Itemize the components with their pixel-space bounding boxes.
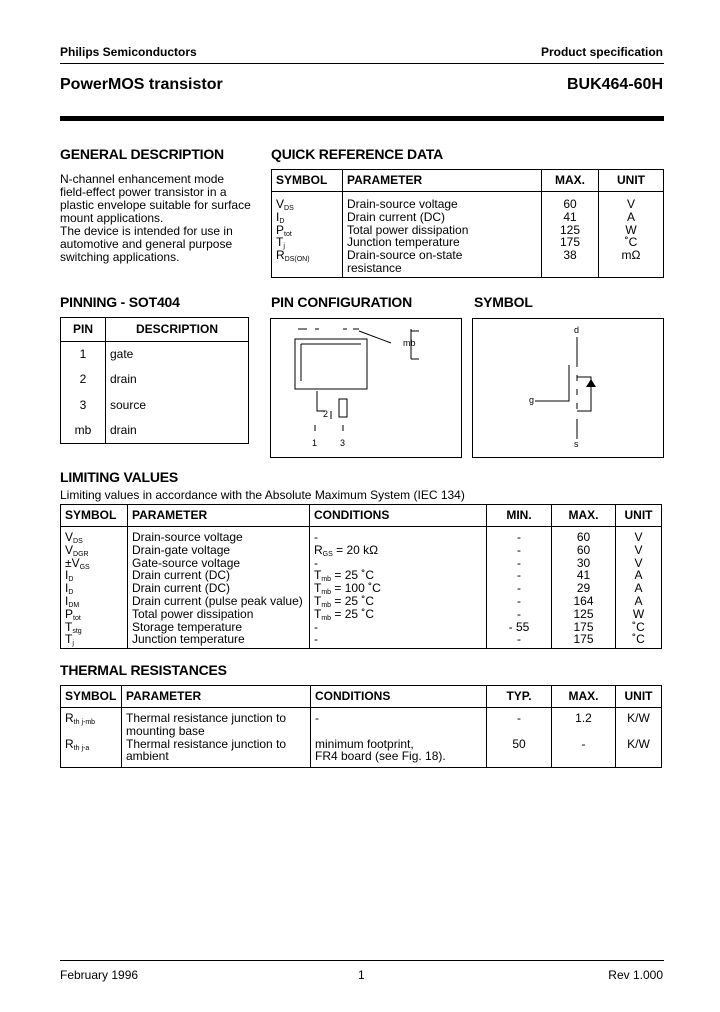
pin-row: 2 drain <box>61 367 249 393</box>
col-min: MIN. <box>487 505 552 527</box>
col-max: MAX. <box>552 686 616 708</box>
limiting-values-intro: Limiting values in accordance with the Absolute Maximum System (IEC 134) <box>60 488 465 502</box>
product-title: PowerMOS transistor <box>60 76 223 93</box>
pin-row: 3 source <box>61 393 249 419</box>
lv-units: V V V A A A W ˚C ˚C <box>616 527 662 649</box>
footer-rule <box>60 960 664 961</box>
thermal-row: $R_{th j-a}$ Thermal resistance junction to ambient minimum footprint, FR4 board (see Fig. 18). 50 - K/W <box>61 738 662 768</box>
lv-parameters: Drain-source voltage Drain-gate voltage Gate-source voltage Drain current (DC) Drain current (DC) Drain current (pulse peak value) Total power dissipation Storage temperature Junction temperature <box>128 527 310 649</box>
quick-reference-table <box>271 169 664 278</box>
limiting-values-heading: LIMITING VALUES <box>60 469 179 485</box>
footer-page-number: 1 <box>358 968 365 982</box>
lv-conditions: - $R_{GS} = 20$ kΩ - $T_{mb} = 25$ ˚C $T_{mb} = 100$ ˚C $T_{mb} = 25$ ˚C $T_{mb} = 25$ ˚C - - <box>310 527 487 649</box>
document-type: Product specification <box>540 45 663 59</box>
col-parameter: PARAMETER <box>122 686 311 708</box>
symbol-label-g: g <box>529 395 535 405</box>
footer-date: February 1996 <box>60 968 139 982</box>
qr-units: V A W ˚C mΩ <box>599 192 664 278</box>
col-unit: UNIT <box>599 170 664 192</box>
symbol-label-d: d <box>574 325 580 335</box>
lv-symbols: $V_{DS}$ $V_{DGR}$ $\pm V_{GS}$ $I_D$ $I_D$ $I_{DM}$ $P_{tot}$ $T_{stg}$ $T_j$ <box>65 530 90 648</box>
col-symbol: SYMBOL <box>61 505 128 527</box>
col-unit: UNIT <box>616 505 662 527</box>
thermal-resistances-table <box>60 685 662 768</box>
footer-revision: Rev 1.000 <box>608 968 663 982</box>
col-unit: UNIT <box>616 686 662 708</box>
col-parameter: PARAMETER <box>128 505 310 527</box>
col-conditions: CONDITIONS <box>310 505 487 527</box>
pin-configuration-heading: PIN CONFIGURATION <box>271 294 413 310</box>
company-name: Philips Semiconductors <box>60 45 197 59</box>
pin-row: mb drain <box>61 418 249 444</box>
qr-parameters: Drain-source voltage Drain current (DC) Total power dissipation Junction temperature Drain-source on-state resistance <box>343 192 542 278</box>
thermal-row: $R_{th j-mb}$ Thermal resistance junction to mounting base - - 1.2 K/W <box>61 708 662 738</box>
col-symbol: SYMBOL <box>61 686 122 708</box>
symbol-label-s: s <box>574 439 579 449</box>
part-number: BUK464-60H <box>566 76 663 93</box>
mosfet-symbol-drawing <box>473 319 663 457</box>
lv-max-values: 60 60 30 41 29 164 125 175 175 <box>552 527 616 649</box>
general-description-heading: GENERAL DESCRIPTION <box>60 146 224 162</box>
pin-label-2: 2 <box>323 409 329 419</box>
col-max: MAX. <box>552 505 616 527</box>
qr-symbols: $V_{DS}$ $I_D$ $P_{tot}$ $T_j$ $R_{DS(ON)}$ <box>276 197 310 264</box>
limiting-values-table <box>60 504 662 649</box>
qr-max-values: 60 41 125 175 38 <box>542 192 599 278</box>
lv-min-values: - - - - - - - - 55 - <box>487 527 552 649</box>
symbol-diagram <box>472 318 664 458</box>
col-description: DESCRIPTION <box>106 318 249 342</box>
col-conditions: CONDITIONS <box>311 686 487 708</box>
symbol-heading: SYMBOL <box>474 294 533 310</box>
col-symbol: SYMBOL <box>272 170 343 192</box>
col-typ: TYP. <box>487 686 552 708</box>
col-max: MAX. <box>542 170 599 192</box>
pin-label-mb: mb <box>403 338 416 348</box>
package-outline-drawing <box>271 319 461 457</box>
pin-label-3: 3 <box>340 438 346 448</box>
pin-configuration-diagram <box>270 318 462 458</box>
thermal-resistances-heading: THERMAL RESISTANCES <box>60 662 227 678</box>
quick-reference-heading: QUICK REFERENCE DATA <box>271 146 444 162</box>
title-rule <box>60 116 664 121</box>
col-pin: PIN <box>61 318 106 342</box>
pinning-table <box>60 317 249 444</box>
general-description-text: N-channel enhancement mode field-effect power transistor in a plastic envelope suitable for surface mount applications. The device is intended for use in automotive and general purpose switching applications. <box>60 172 251 264</box>
header-rule <box>60 63 664 64</box>
col-parameter: PARAMETER <box>343 170 542 192</box>
pin-row: 1 gate <box>61 342 249 368</box>
pinning-heading: PINNING - SOT404 <box>60 294 180 310</box>
pin-label-1: 1 <box>312 438 318 448</box>
